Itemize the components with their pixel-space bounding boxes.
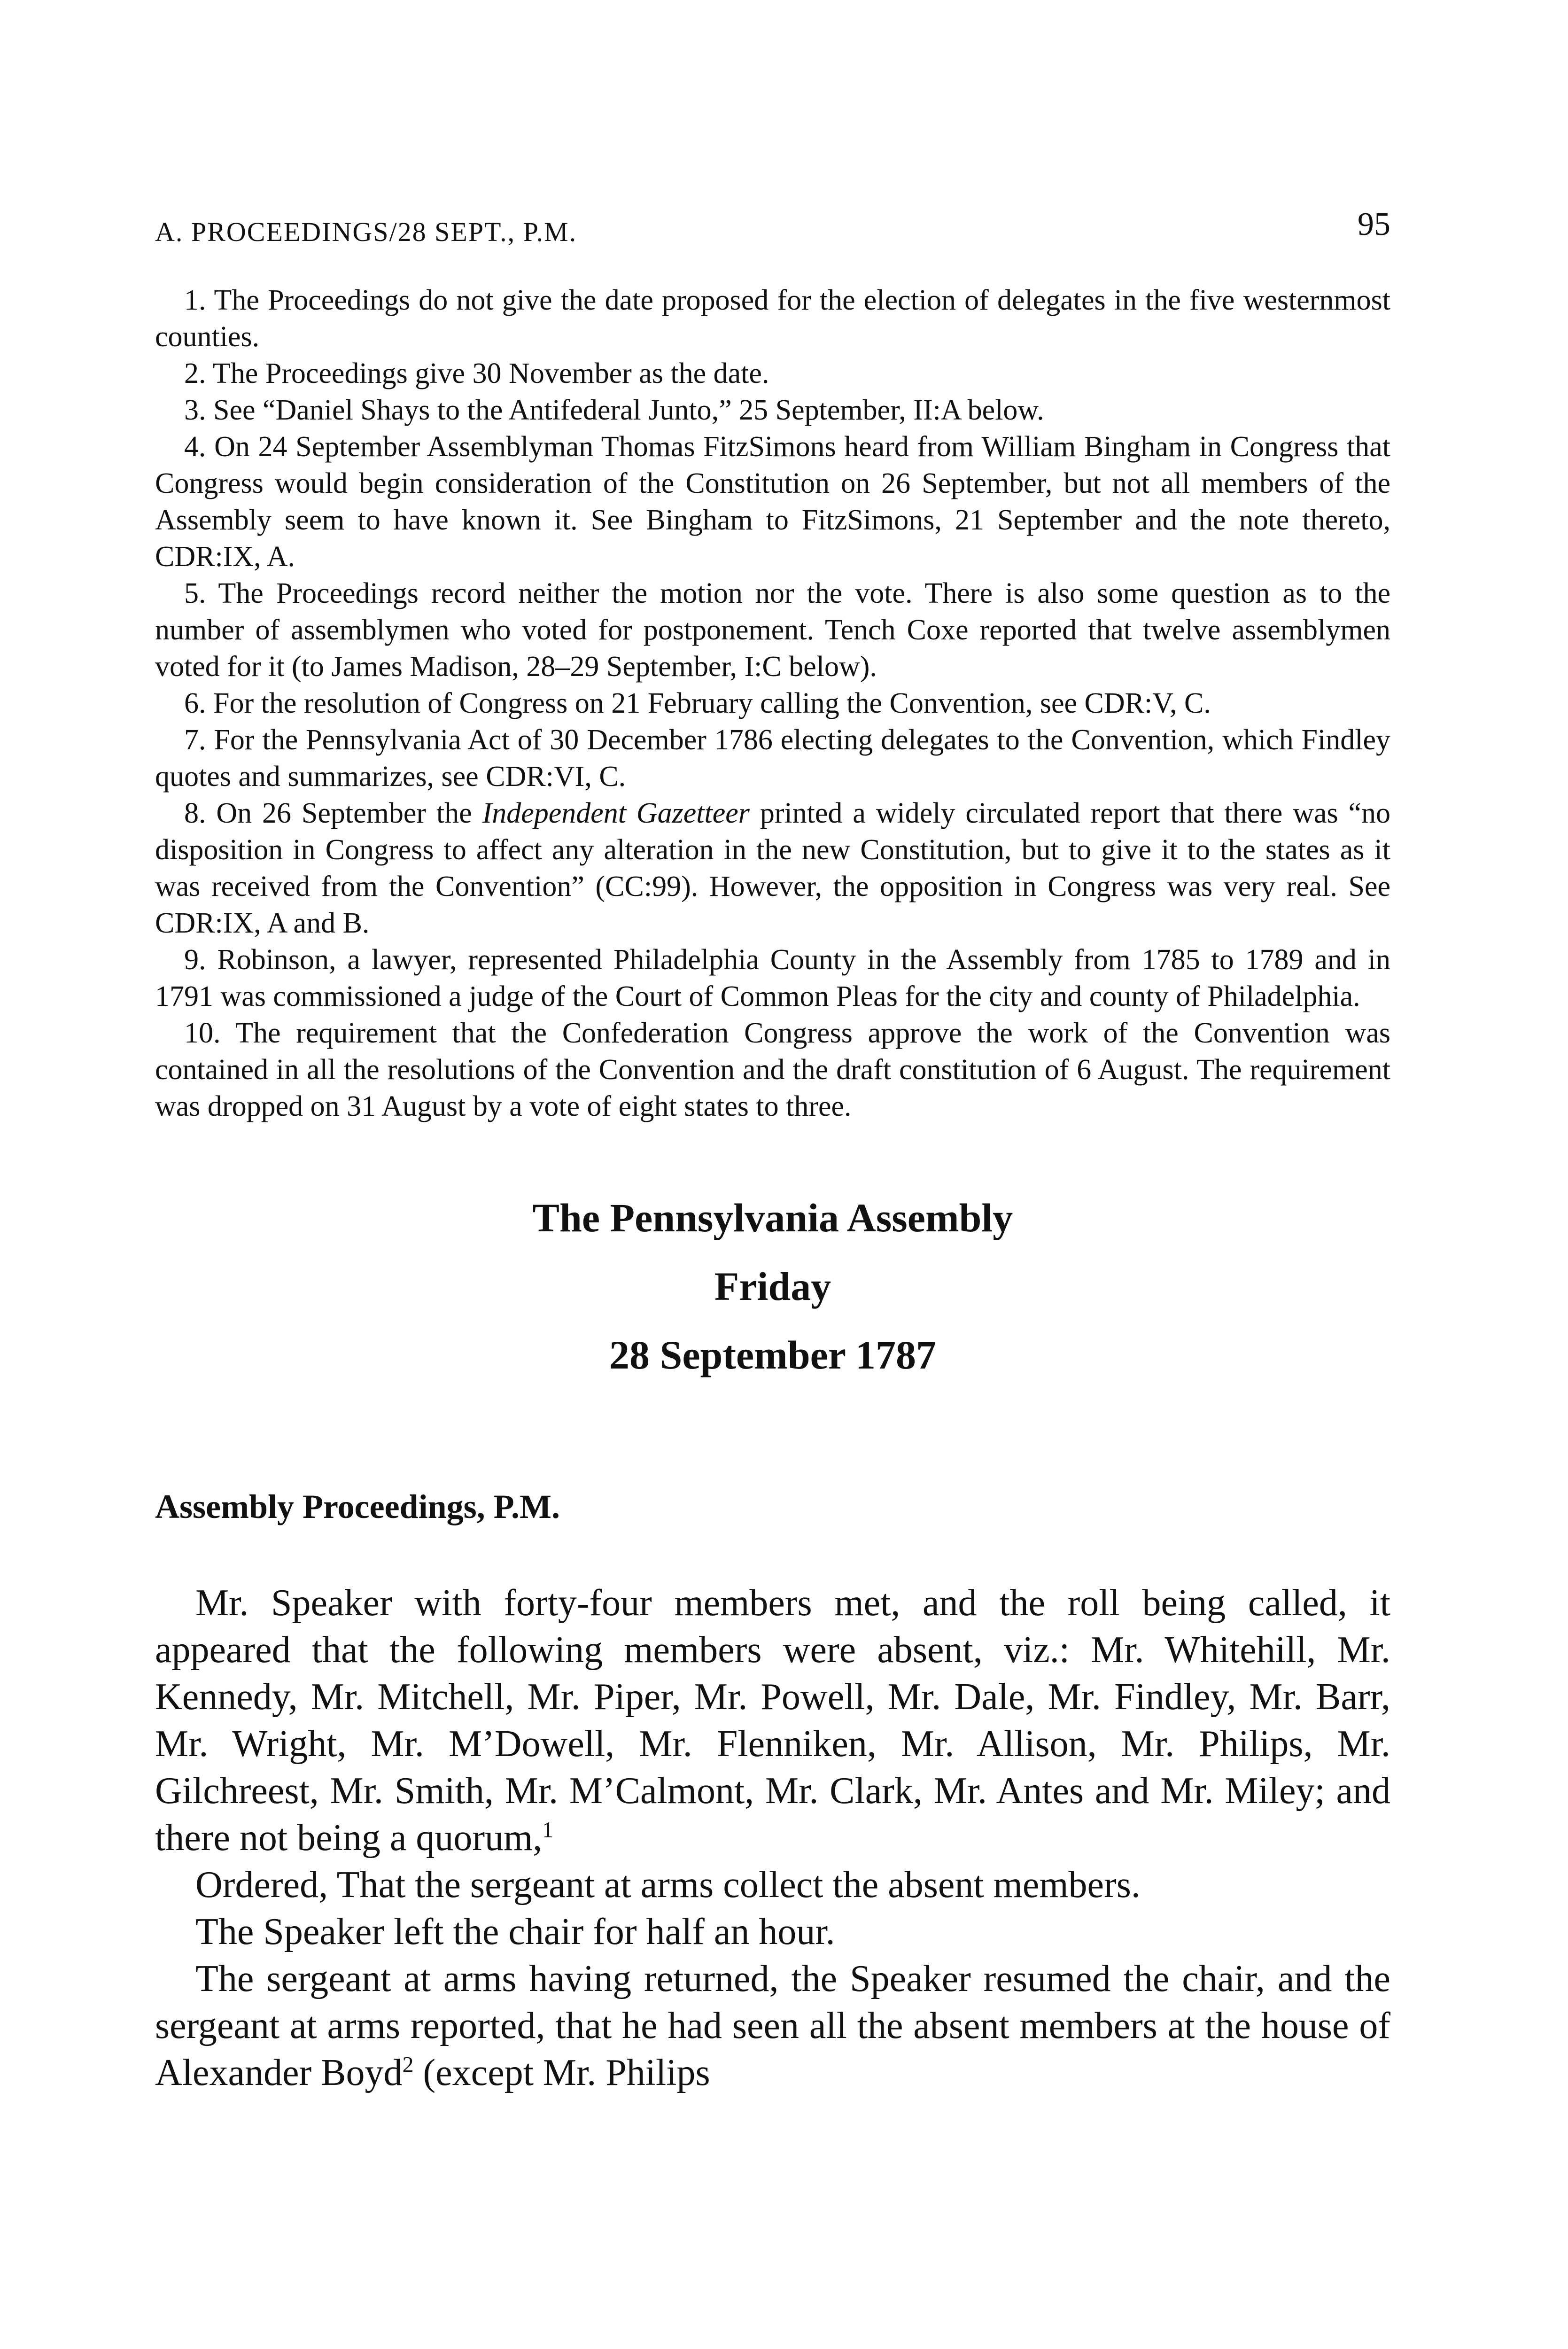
sergeant-report-continued: (except Mr. Philips: [413, 2052, 710, 2093]
section-title: Assembly Proceedings, P.M.: [155, 1488, 560, 1525]
proceedings-text: [155, 1579, 1390, 2096]
paragraph-ordered: Ordered, That the sergeant at arms collect the absent members.: [195, 1864, 1141, 1906]
footnote-5: 5. The Proceedings record neither the motion nor the vote. There is also some question as to the number of assemblymen who voted for postponement. Tench Coxe reported that twelve assemblymen voted for it (to James Madison, 28–29 September, I:C below).: [155, 577, 1390, 683]
sergeant-report-text: The sergeant at arms having returned, the Speaker resumed the chair, and the sergeant at arms reported, that he had seen all the absent members at the house of Alexander Boyd: [155, 1958, 1390, 2093]
footnote-1: 1. The Proceedings do not give the date proposed for the election of delegates in the five westernmost counties.: [155, 284, 1390, 353]
running-head: [155, 197, 1390, 249]
footnote-7: 7. For the Pennsylvania Act of 30 December 1786 electing delegates to the Convention, which Findley quotes and summarizes, see CDR:VI, C.: [155, 724, 1390, 793]
paragraph-roll-call: [155, 1579, 1390, 1861]
heading-day: Friday: [714, 1264, 831, 1309]
roll-call-text: Mr. Speaker with forty-four members met, and the roll being called, it appeared that the following members were absent, viz.: Mr. Whitehill, Mr. Kennedy, Mr. Mitchell, Mr. Piper, Mr. Powell, Mr. Dale, Mr. Findley, Mr. Barr, Mr. Wright, Mr. M’Dowell, Mr. Flenniken, Mr. Allison, Mr. Philips, Mr. Gilchreest, Mr. Smith, Mr. M’Calmont, Mr. Clark, Mr. Antes and Mr. Miley; and there not being a quorum,: [155, 1582, 1390, 1859]
footnote-8-rest: printed a widely circulated report that there was “no disposition in Congress to affect any alteration in the new Constitution, but to give it to the states as it was received from the Convention” (CC:99). However, the opposition in Congress was very real. See CDR:IX, A and B.: [155, 797, 1391, 939]
footnote-3: 3. See “Daniel Shays to the Antifederal Junto,” 25 September, II:A below.: [184, 394, 1044, 426]
heading-assembly: The Pennsylvania Assembly: [532, 1195, 1013, 1240]
footnotes: [155, 282, 1390, 1125]
book-page: [155, 197, 1390, 2096]
page-number: 95: [1358, 206, 1390, 242]
footnote-9: 9. Robinson, a lawyer, represented Philadelphia County in the Assembly from 1785 to 1789 and in 1791 was commissioned a judge of the Court of Common Pleas for the city and county of Philadelphia.: [155, 944, 1390, 1012]
footnote-6: 6. For the resolution of Congress on 21 February calling the Convention, see CDR:V, C.: [184, 687, 1211, 719]
paragraph-sergeant-report: [155, 1955, 1390, 2096]
footnote-8: [155, 795, 1390, 941]
footnote-10: 10. The requirement that the Confederation Congress approve the work of the Convention was contained in all the resolutions of the Convention and the draft constitution of 6 August. The requirement was dropped on 31 August by a vote of eight states to three.: [155, 1017, 1390, 1122]
heading-date: 28 September 1787: [609, 1332, 936, 1377]
section-heading: [155, 1195, 1390, 1377]
running-head-title: A. PROCEEDINGS/28 SEPT., P.M.: [155, 217, 577, 247]
newspaper-title: Independent Gazetteer: [482, 797, 750, 829]
footnote-4: 4. On 24 September Assemblyman Thomas FitzSimons heard from William Bingham in Congress that Congress would begin consideration of the Constitution on 26 September, but not all members of the Assembly seem to have known it. See Bingham to FitzSimons, 21 September and the note thereto, CDR:IX, A.: [155, 431, 1390, 573]
footnote-2: 2. The Proceedings give 30 November as the date.: [184, 358, 769, 389]
footnote-8-start: 8. On 26 September the: [184, 797, 482, 829]
footnote-ref-1: 1: [542, 1817, 554, 1843]
paragraph-recess: The Speaker left the chair for half an hour.: [195, 1911, 835, 1952]
footnote-ref-2: 2: [402, 2052, 414, 2077]
